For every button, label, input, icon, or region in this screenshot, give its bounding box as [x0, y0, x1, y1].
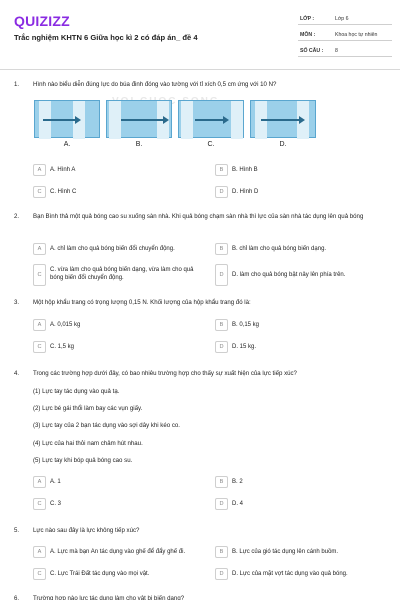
figure-panel-a [34, 100, 100, 138]
meta-key: LỚP : [300, 16, 315, 22]
option-letter: C [33, 341, 46, 353]
option-text: C. 1,5 kg [50, 344, 75, 350]
question-text: Hình nào biểu diễn đúng lực do búa đinh đóng vào tường với tỉ xích 0,5 cm ứng với 10 N? [33, 81, 277, 88]
option-text: D. Lực của mặt vợt tác dụng vào quả bóng. [232, 571, 348, 577]
option-c[interactable] [33, 498, 198, 511]
quizizz-logo: QUIZIZZ [14, 13, 70, 29]
question-number: 5. [14, 527, 20, 534]
option-text: B. 2 [232, 479, 243, 485]
force-arrow-shaft [261, 119, 301, 121]
force-arrow-head [299, 116, 305, 124]
option-d[interactable] [215, 341, 380, 354]
question-text: Lực nào sau đây là lực không tiếp xúc? [33, 527, 140, 534]
force-arrow-shaft [195, 119, 225, 121]
option-letter: B [215, 319, 228, 331]
option-text: C. 3 [50, 501, 62, 507]
option-text: A. 1 [50, 479, 61, 485]
option-text: A. chỉ làm cho quả bóng biến đổi chuyển động. [50, 246, 175, 252]
option-d[interactable] [215, 498, 380, 511]
force-arrow-shaft [43, 119, 75, 121]
option-b[interactable] [215, 546, 380, 559]
meta-row-count [298, 44, 392, 57]
option-text: D. 15 kg. [232, 344, 257, 350]
figure-label: B. [135, 141, 143, 148]
meta-value: Khoa học tự nhiên [335, 32, 378, 38]
option-letter: C [33, 498, 46, 510]
option-text: C. Lực Trái Đất tác dụng vào mọi vật. [50, 571, 150, 577]
question-number: 4. [14, 370, 20, 377]
statement-1: (1) Lực tay tác dụng vào quả tạ. [33, 388, 120, 395]
option-d[interactable] [215, 568, 380, 581]
question-1-figure [34, 100, 316, 148]
option-letter: A [33, 319, 46, 331]
option-c[interactable] [33, 341, 198, 354]
force-arrow-head [223, 116, 229, 124]
option-letter: C [33, 186, 46, 198]
option-c[interactable] [33, 264, 198, 286]
statement-2: (2) Lực bé gái thổi làm bay các vụn giấy. [33, 405, 143, 412]
option-letter: B [215, 164, 228, 176]
option-text: C. Hình C [50, 189, 77, 195]
option-letter: D [215, 568, 228, 580]
option-letter: A [33, 476, 46, 488]
question-text: Một hộp khẩu trang có trọng lượng 0,15 N. Khối lượng của hộp khẩu trang đó là: [33, 299, 251, 306]
meta-row-subject [298, 28, 392, 41]
figure-panel-d [250, 100, 316, 138]
question-number: 6. [14, 595, 20, 600]
option-b[interactable] [215, 319, 380, 332]
option-letter: A [33, 546, 46, 558]
worksheet-header [0, 0, 400, 70]
option-letter: D [215, 498, 228, 510]
option-letter: B [215, 546, 228, 558]
meta-key: MÔN : [300, 32, 316, 38]
option-letter: B [215, 243, 228, 255]
statement-3: (3) Lực tay của 2 bạn tác dụng vào sợi dây khi kéo co. [33, 422, 180, 429]
statement-4: (4) Lực của hai thỏi nam châm hút nhau. [33, 440, 143, 447]
option-text: C. vừa làm cho quả bóng biến dạng, vừa làm cho quả bóng biến đổi chuyển động. [50, 267, 194, 281]
question-text: Trong các trường hợp dưới đây, có bao nhiêu trường hợp cho thấy sự xuất hiện của lực tiếp xúc? [33, 370, 297, 377]
option-text: A. Hình A [50, 167, 76, 173]
option-letter: A [33, 164, 46, 176]
option-b[interactable] [215, 243, 380, 256]
option-d[interactable] [215, 264, 380, 286]
force-arrow-head [163, 116, 169, 124]
force-arrow-head [75, 116, 81, 124]
option-text: D. làm cho quả bóng bật nảy lên phía trên. [232, 272, 346, 278]
figure-label: D. [279, 141, 287, 148]
question-number: 1. [14, 81, 20, 88]
figure-label: C. [207, 141, 215, 148]
force-arrow-shaft [121, 119, 165, 121]
question-text: Bạn Bình thả một quả bóng cao su xuống sàn nhà. Khi quả bóng chạm sàn nhà thì lực của sàn nhà tác dụng lên quả bóng [33, 213, 364, 220]
question-number: 3. [14, 299, 20, 306]
option-b[interactable] [215, 164, 380, 177]
option-text: D. 4 [232, 501, 244, 507]
option-letter: B [215, 476, 228, 488]
option-text: A. 0,015 kg [50, 322, 81, 328]
option-text: B. Hình B [232, 167, 258, 173]
option-letter: D [215, 186, 228, 198]
option-text: D. Hình D [232, 189, 259, 195]
statement-5: (5) Lực tay khi bóp quả bóng cao su. [33, 457, 133, 464]
option-b[interactable] [215, 476, 380, 489]
option-letter: D [215, 341, 228, 353]
meta-key: SỐ CÂU : [300, 48, 324, 54]
option-text: B. Lực của gió tác dụng lên cánh buồm. [232, 549, 339, 555]
option-a[interactable] [33, 164, 198, 177]
question-text: Trường hợp nào lực tác dụng làm cho vật bị biến dạng? [33, 595, 185, 600]
option-a[interactable] [33, 319, 198, 332]
option-letter: A [33, 243, 46, 255]
meta-row-grade [298, 12, 392, 25]
option-a[interactable] [33, 546, 198, 559]
question-number: 2. [14, 213, 20, 220]
option-text: A. Lực mà bạn An tác dụng vào ghế để đẩy ghế đi. [50, 549, 186, 555]
meta-value: 8 [335, 48, 338, 54]
option-c[interactable] [33, 186, 198, 199]
option-text: B. 0,15 kg [232, 322, 260, 328]
option-letter: D [215, 264, 228, 286]
option-letter: C [33, 264, 46, 286]
option-a[interactable] [33, 243, 198, 256]
worksheet-title: Trắc nghiệm KHTN 6 Giữa học kì 2 có đáp án_ đề 4 [14, 33, 198, 42]
figure-panel-b [106, 100, 172, 138]
option-d[interactable] [215, 186, 380, 199]
figure-label: A. [63, 141, 71, 148]
option-letter: C [33, 568, 46, 580]
option-a[interactable] [33, 476, 198, 489]
option-c[interactable] [33, 568, 198, 581]
figure-panel-c [178, 100, 244, 138]
meta-value: Lớp 6 [335, 16, 349, 22]
option-text: B. chỉ làm cho quả bóng biến dạng. [232, 246, 327, 252]
